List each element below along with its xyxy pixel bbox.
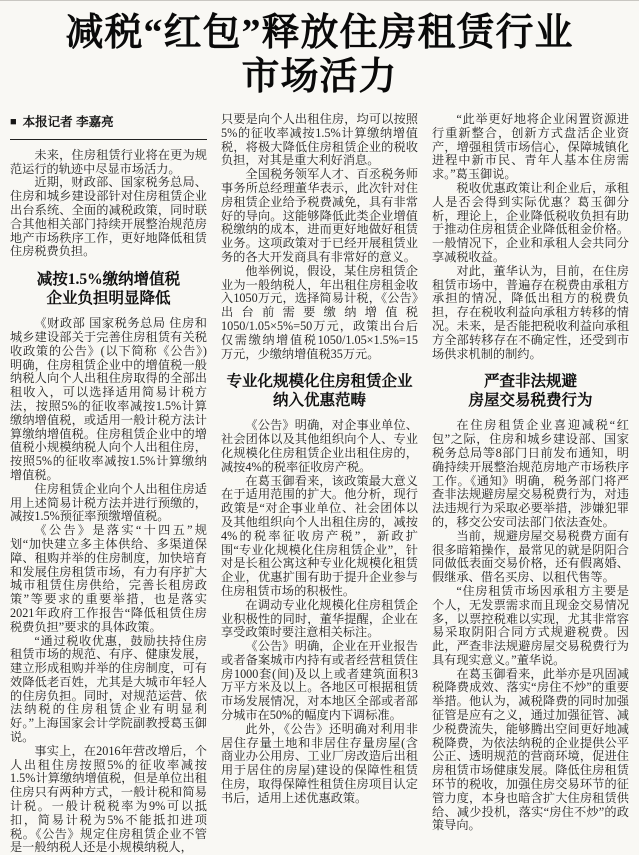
paragraph: 全国税务领军人才、百丞税务师事务所总经理董华表示，此次针对住房租赁企业给予税费减免，具有非常好的导向。这能够降低此类企业增值税缴纳的成本，进而更好地做好租赁业务。这项政策对于已经开展租赁业务的各大开发商具有非常好的意义。 (221, 167, 418, 264)
paragraph: 在住房租赁企业喜迎减税“红包”之际，住房和城乡建设部、国家税务总局等8部门日前发布通知，明确持续开展整治规范房地产市场秩序工作。《通知》明确，税务部门将严查非法规避房屋交易税费行为，对违法违规行为采取必要举措，涉嫌犯罪的，移交公安司法部门依法查处。 (432, 418, 629, 529)
paragraph: 《公告》明确，企业在开业报告或者备案城市内持有或者经营租赁住房1000套(间)及以上或者建筑面积3万平方米及以上。各地区可根据租赁市场发展情况，对本地区全部或者部分城市在50%的幅度内下调标准。 (221, 639, 418, 723)
paragraph: 住房租赁企业向个人出租住房适用上述简易计税方法并进行预缴的，减按1.5%预征率预缴增值税。 (10, 481, 207, 524)
paragraph: 《财政部 国家税务总局 住房和城乡建设部关于完善住房租赁有关税收政策的公告》(以下简称《公告》)明确，住房租赁企业中的增值税一般纳税人向个人出租住房取得的全部出租收入，可以选择适用简易计税方法，按照5%的征收率减按1.5%计算缴纳增值税，或适用一般计税方法计算缴纳增值税。住房租赁企业中的增值税小规模纳税人向个人出租住房，按照5%的征收率减按1.5%计算缴纳增值税。 (10, 316, 207, 482)
paragraph-continued: 只要是向个人出租住房，均可以按照5%的征收率减按1.5%计算缴纳增值税，将极大降低住房租赁企业的税收负担，对其是重大利好消息。 (221, 112, 418, 168)
paragraph: “此举更好地将企业闲置资源进行重新整合，创新方式盘活企业资产，增强租赁市场信心，保障城镇化进程中新市民、青年人基本住房需求。”葛玉御说。 (432, 112, 629, 182)
article-column-2 (221, 113, 418, 806)
paragraph: 在葛玉御看来，该政策最大意义在于适用范围的扩大。他分析，现行政策是“对企事业单位、社会团体以及其他组织向个人出租住房的，减按4%的税率征收房产税”，新政扩围“专业化规模化住房租赁企业”，针对是长租公寓这种专业化规模化租赁企业，优惠扩围有助于提升企业参与住房租赁市场的积极性。 (221, 473, 418, 598)
byline (10, 113, 207, 140)
section-heading-1-line-1: 减按1.5%缴纳增值税 (36, 271, 181, 289)
paragraph: 未来，住房租赁行业将在更为规范运行的轨迹中尽显市场活力。 (10, 147, 207, 176)
section-heading-2-line-2: 纳入优惠范畴 (272, 392, 366, 410)
section-heading-3-line-2: 房屋交易税费行为 (468, 392, 593, 410)
paragraph: 在调动专业化规模化住房租赁企业积极性的同时，董华提醒，企业在享受政策时要注意相关标注。 (221, 597, 418, 640)
paragraph: 《公告》明确，对企事业单位、社会团体以及其他组织向个人、专业化规模化住房租赁企业出租住房的，减按4%的税率征收房产税。 (221, 418, 418, 474)
section-heading-2-line-1: 专业化规模化住房租赁企业 (226, 373, 413, 391)
paragraph: 此外，《公告》还明确对利用非居住存量土地和非居住存量房屋(含商业办公用房、工业厂房改造后出租用于居住的房屋)建设的保障性租赁住房，取得保障性租赁住房项目认定书后，适用上述优惠政策。 (221, 721, 418, 805)
article-columns (10, 113, 629, 855)
section-heading-2 (221, 372, 418, 410)
article-title-line-1: 减税“红包”释放住房租赁行业 (65, 12, 574, 54)
paragraph: 近期，财政部、国家税务总局、住房和城乡建设部针对住房租赁企业出台系统、全面的减税政策，同时联合其他相关部门持续开展整治规范房地产市场秩序工作，更好地降低租赁住房税费负担。 (10, 175, 207, 259)
article-column-1 (10, 113, 207, 855)
paragraph: 对此，董华认为，目前，在住房租赁市场中，普遍存在税费由承租方承担的情况，降低出租方的税费负担，存在税收利益向承租方转移的情况。未来，是否能把税收利益向承租方全部转移存在不确定性，还受到市场供求机制的制约。 (432, 263, 629, 361)
byline-square-icon: ■ (10, 116, 17, 129)
paragraph: 他举例说，假设，某住房租赁企业为一般纳税人，年出租住房租金收入1050万元，选择简易计税，《公告》出台前需要缴纳增值税1050/1.05×5%=50万元，政策出台后仅需缴纳增值税1050/1.05×1.5%=15万元，少缴纳增值税35万元。 (221, 263, 418, 361)
section-heading-3-line-1: 严查非法规避 (483, 373, 577, 391)
article-column-3 (432, 113, 629, 833)
section-heading-1-line-2: 企业负担明显降低 (46, 290, 171, 308)
paragraph: 当前，规避房屋交易税费方面有很多暗箱操作，最常见的就是阴阳合同做低表面交易价格，还有假离婚、假继承、借名买房、以租代售等。 (432, 528, 629, 585)
paragraph: “通过税收优惠，鼓励扶持住房租赁市场的规范、有序、健康发展，建立形成租购并举的住房制度，可有效降低老百姓，尤其是大城市年轻人的住房负担。同时，对规范运营、依法纳税的住房租赁企业有明显利好。”上海国家会计学院副教授葛玉御说。 (10, 633, 207, 745)
paragraph: 事实上，在2016年营改增后，个人出租住房按照5%的征收率减按1.5%计算缴纳增值税，但是单位出租住房只有两种方式，一般计税和简易计税。一般计税税率为9%可以抵扣，简易计税为5%不能抵扣进项税。《公告》规定住房租赁企业不管是一般纳税人还是小规模纳税人， (10, 743, 207, 855)
paragraph: 税收优惠政策让利企业后，承租人是否会得到实际优惠？葛玉御分析，理论上，企业降低税收负担有助于推动住房租赁企业降低租金价格。一般情况下，企业和承租人会共同分享减税收益。 (432, 180, 629, 264)
article-title-line-2: 市场活力 (241, 56, 398, 98)
byline-text: 本报记者 李嘉亮 (22, 115, 114, 129)
paragraph: 在葛玉御看来，此举亦是巩固减税降费成效、落实“房住不炒”的重要举措。他认为，减税降费的同时加强征管是应有之义，通过加强征管、减少税费流失，能够腾出空间更好地减税降费，为依法纳税的企业提供公平公正、透明规范的营商环境，促进住房租赁市场健康发展。降低住房租赁环节的税收，加强住房交易环节的征管力度，本身也暗含扩大住房租赁供给、减少投机，落实“房住不炒”的政策导向。 (432, 666, 629, 833)
paragraph: “住房租赁市场因承租方主要是个人，无发票需求而且现金交易情况多，以票控税难以实现，尤其非常容易采取阴阳合同方式规避税费。因此，严查非法规避房屋交易税费行为具有现实意义。”董华说。 (432, 583, 629, 667)
section-heading-1 (10, 270, 207, 308)
paragraph: 《公告》是落实“十四五”规划“加快建立多主体供给、多渠道保障、租购并举的住房制度，加快培育和发展住房租赁市场，有力有序扩大城市租赁住房供给，完善长租房政策”等要求的重要举措，也是落实2021年政府工作报告“降低租赁住房税费负担”要求的具体政策。 (10, 523, 207, 634)
article-title (10, 11, 629, 99)
section-heading-3 (432, 372, 629, 410)
